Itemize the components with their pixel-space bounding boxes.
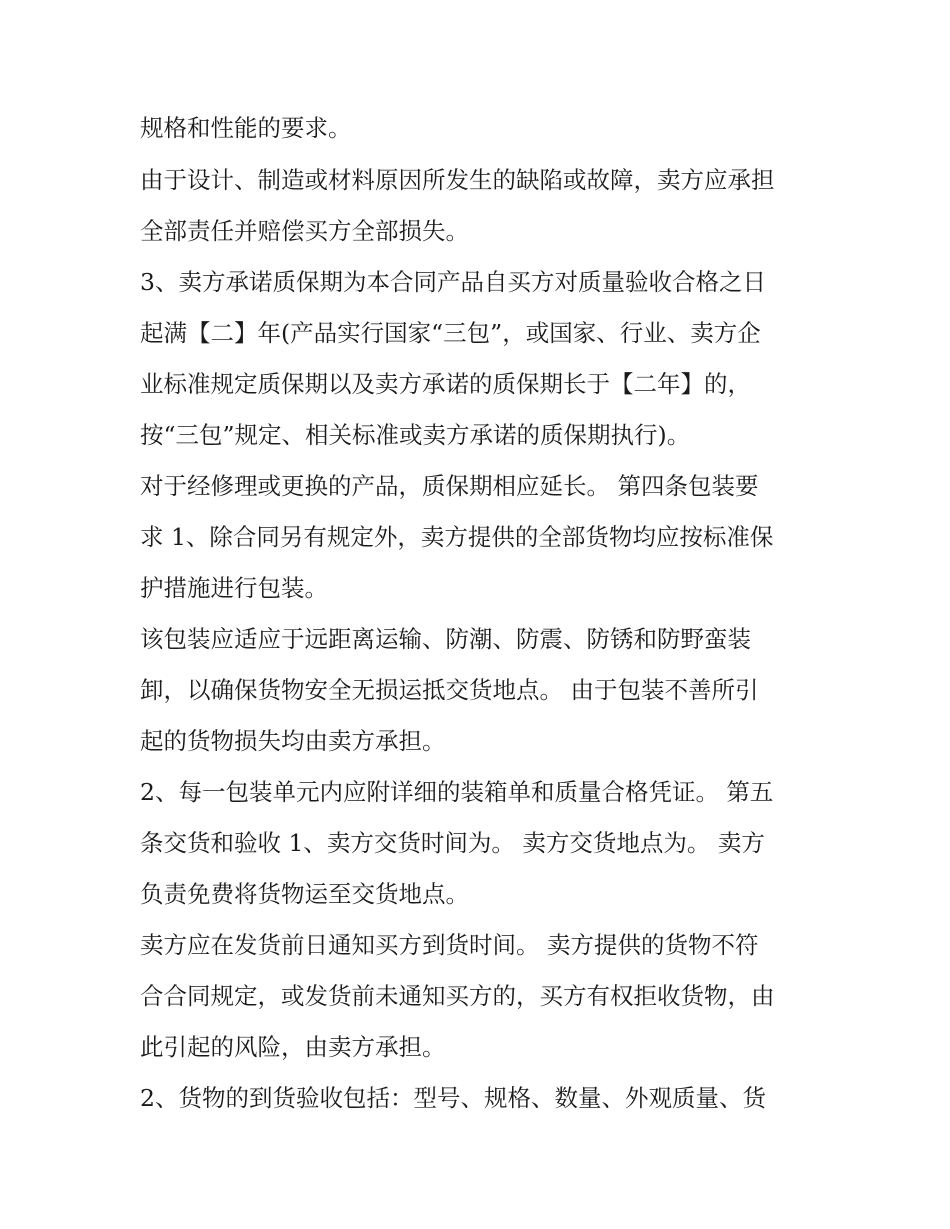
text-line: 卖方应在发货前日通知买方到货时间。 卖方提供的货物不符: [140, 931, 759, 959]
text-line: 2、每一包装单元内应附详细的装箱单和质量合格凭证。 第五: [140, 778, 774, 806]
text-line: 按“三包”规定、相关标准或卖方承诺的质保期执行)。: [140, 421, 691, 449]
text-line: 3、卖方承诺质保期为本合同产品自买方对质量验收合格之日: [140, 268, 766, 296]
text-line: 起的货物损失均由卖方承担。: [140, 727, 446, 755]
text-line: 由于设计、制造或材料原因所发生的缺陷或故障，卖方应承担: [140, 166, 775, 194]
text-line: 此引起的风险，由卖方承担。: [140, 1033, 446, 1061]
text-line: 2、货物的到货验收包括：型号、规格、数量、外观质量、货: [140, 1084, 766, 1112]
text-line: 条交货和验收 1、卖方交货时间为。 卖方交货地点为。 卖方: [140, 829, 765, 857]
text-line: 该包装应适应于远距离运输、防潮、防震、防锈和防野蛮装: [140, 625, 751, 653]
text-line: 卸，以确保货物安全无损运抵交货地点。 由于包装不善所引: [140, 676, 759, 704]
text-line: 规格和性能的要求。: [140, 114, 352, 142]
text-line: 全部责任并赔偿买方全部损失。: [140, 217, 469, 245]
text-line: 护措施进行包装。: [140, 574, 328, 602]
text-line: 负责免费将货物运至交货地点。: [140, 880, 469, 908]
text-line: 业标准规定质保期以及卖方承诺的质保期长于【二年】的，: [140, 370, 751, 398]
text-line: 求 1、除合同另有规定外，卖方提供的全部货物均应按标准保: [140, 523, 774, 551]
text-line: 对于经修理或更换的产品，质保期相应延长。 第四条包装要: [140, 472, 759, 500]
text-line: 合合同规定，或发货前未通知买方的，买方有权拒收货物，由: [140, 982, 775, 1010]
text-line: 起满【二】年(产品实行国家“三包”，或国家、行业、卖方企: [140, 319, 761, 347]
